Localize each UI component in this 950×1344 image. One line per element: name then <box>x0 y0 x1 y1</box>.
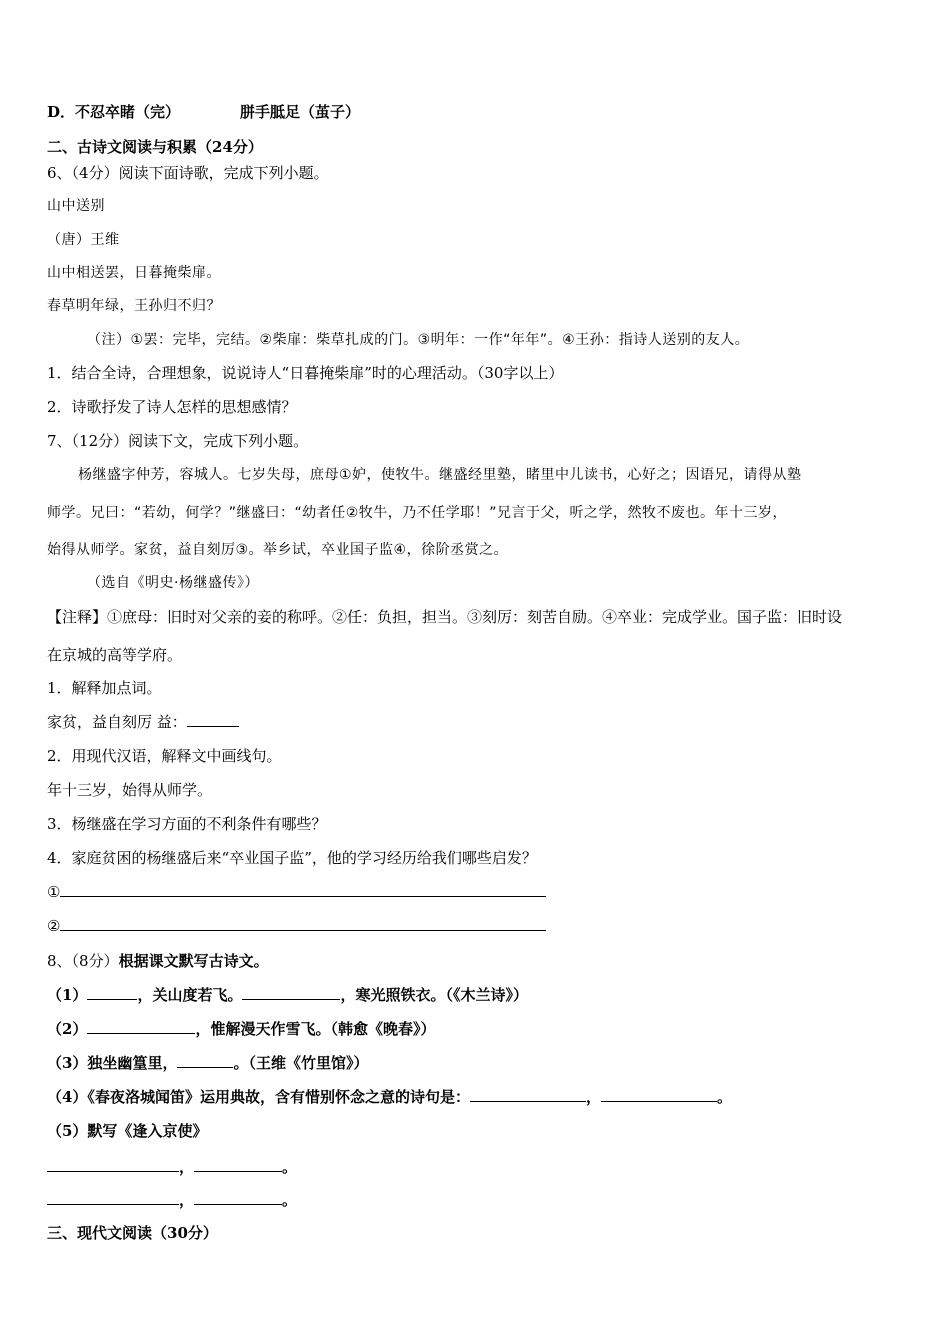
answer-blank[interactable] <box>47 1157 179 1172</box>
q8-5: （5）默写《逢入京使》 <box>47 1122 208 1140</box>
q7-1: 1．解释加点词。 <box>47 679 162 697</box>
answer-blank[interactable] <box>60 882 546 897</box>
poem-author: （唐）王维 <box>47 232 120 248</box>
q7-4: 4．家庭贫困的杨继盛后来“卒业国子监”，他的学习经历给我们哪些启发？ <box>47 849 537 867</box>
q8-4-comma: ， <box>585 1088 601 1106</box>
q6-2: 2．诗歌抒发了诗人怎样的思想感情？ <box>47 398 297 416</box>
answer-blank[interactable] <box>601 1087 717 1102</box>
annotation-line-1: 【注释】①庶母：旧时对父亲的妾的称呼。②任：负担，担当。③刻厉：刻苦自励。④卒业：完成学业。国子监：旧时设 <box>47 608 843 626</box>
answer-blank[interactable] <box>177 1053 233 1068</box>
annotation-line-2: 在京城的高等学府。 <box>47 646 183 664</box>
q7-1-prompt: 家贫，益自刻厉 益： <box>47 713 187 731</box>
q7-3: 3．杨继盛在学习方面的不利条件有哪些？ <box>47 815 327 833</box>
q8-1-label: （1） <box>47 986 88 1004</box>
q6-intro: 6、（4分）阅读下面诗歌，完成下列小题。 <box>47 164 329 182</box>
poem-note: （注）①罢：完毕，完结。②柴扉：柴草扎成的门。③明年：一作“年年”。④王孙：指诗人送别的友人。 <box>87 332 750 348</box>
answer-blank[interactable] <box>47 1190 179 1205</box>
answer-blank[interactable] <box>187 712 239 727</box>
q6-1: 1．结合全诗，合理想象，说说诗人“日暮掩柴扉”时的心理活动。（30字以上） <box>47 364 564 382</box>
q7-2-sentence: 年十三岁，始得从师学。 <box>47 781 213 799</box>
q8-4-period: 。 <box>716 1088 732 1106</box>
passage-line-2: 师学。兄曰：“若幼，何学？”继盛曰：“幼者任②牧牛，乃不任学耶！”兄言于父，听之学，然牧不废也。年十三岁， <box>47 505 788 521</box>
q8-5-comma-1: ， <box>179 1158 195 1176</box>
answer-blank[interactable] <box>470 1087 586 1102</box>
q8-instruction: 根据课文默写古诗文。 <box>118 952 269 970</box>
q8-4 <box>47 1087 910 1107</box>
q8-3-text-b: 。（王维《竹里馆》） <box>233 1054 369 1072</box>
poem-title: 山中送别 <box>47 198 105 214</box>
passage-source: （选自《明史·杨继盛传》） <box>87 575 259 591</box>
q8-5-answer-2 <box>47 1190 910 1210</box>
answer-blank[interactable] <box>242 985 340 1000</box>
answer-blank[interactable] <box>87 985 137 1000</box>
passage-line-3: 始得从师学。家贫，益自刻厉③。举乡试，卒业国子监④，徐阶丞赏之。 <box>47 542 509 558</box>
q8-1 <box>47 985 910 1005</box>
q8-1-text-a: ，关山度若飞。 <box>137 986 243 1004</box>
option-d-part1: D．不忍卒睹（完） <box>47 103 181 121</box>
answer-marker-1: ① <box>47 883 61 901</box>
poem-line-2: 春草明年绿，王孙归不归？ <box>47 298 221 314</box>
q7-2: 2．用现代汉语，解释文中画线句。 <box>47 747 282 765</box>
q8-2 <box>47 1019 910 1039</box>
poem-line-1: 山中相送罢，日暮掩柴扉。 <box>47 265 221 281</box>
q7-4-answer-2 <box>47 916 910 936</box>
option-d <box>47 102 910 122</box>
answer-blank[interactable] <box>194 1157 282 1172</box>
q7-4-answer-1 <box>47 882 910 902</box>
section-3-heading: 三、现代文阅读（30分） <box>47 1224 218 1242</box>
q8-2-text: ，惟解漫天作雪飞。（韩愈《晚春》） <box>195 1020 436 1038</box>
q8-5-answer-1 <box>47 1157 910 1177</box>
q7-1-answer-line <box>47 712 910 732</box>
answer-marker-2: ② <box>47 917 61 935</box>
q8-number: 8、（8分） <box>47 952 119 970</box>
q8-4-text: （4）《春夜洛城闻笛》运用典故，含有惜别怀念之意的诗句是： <box>47 1088 470 1106</box>
q8-3-text-a: （3）独坐幽篁里， <box>47 1054 178 1072</box>
q8-1-text-b: ，寒光照铁衣。（《木兰诗》） <box>340 986 528 1004</box>
q8-3 <box>47 1053 910 1073</box>
q8-5-period-2: 。 <box>282 1191 298 1209</box>
option-d-part2: 胼手胝足（茧子） <box>240 103 361 121</box>
q7-intro: 7、（12分）阅读下文，完成下列小题。 <box>47 432 309 450</box>
q8-5-period-1: 。 <box>282 1158 298 1176</box>
answer-blank[interactable] <box>194 1190 282 1205</box>
answer-blank[interactable] <box>60 916 546 931</box>
section-2-heading: 二、古诗文阅读与积累（24分） <box>47 138 263 156</box>
q8-2-label: （2） <box>47 1020 88 1038</box>
answer-blank[interactable] <box>87 1019 195 1034</box>
passage-line-1: 杨继盛字仲芳，容城人。七岁失母，庶母①妒，使牧牛。继盛经里塾，睹里中儿读书，心好之；因语兄，请得从塾 <box>78 467 802 483</box>
q8-5-comma-2: ， <box>179 1191 195 1209</box>
q8-intro <box>47 951 910 971</box>
